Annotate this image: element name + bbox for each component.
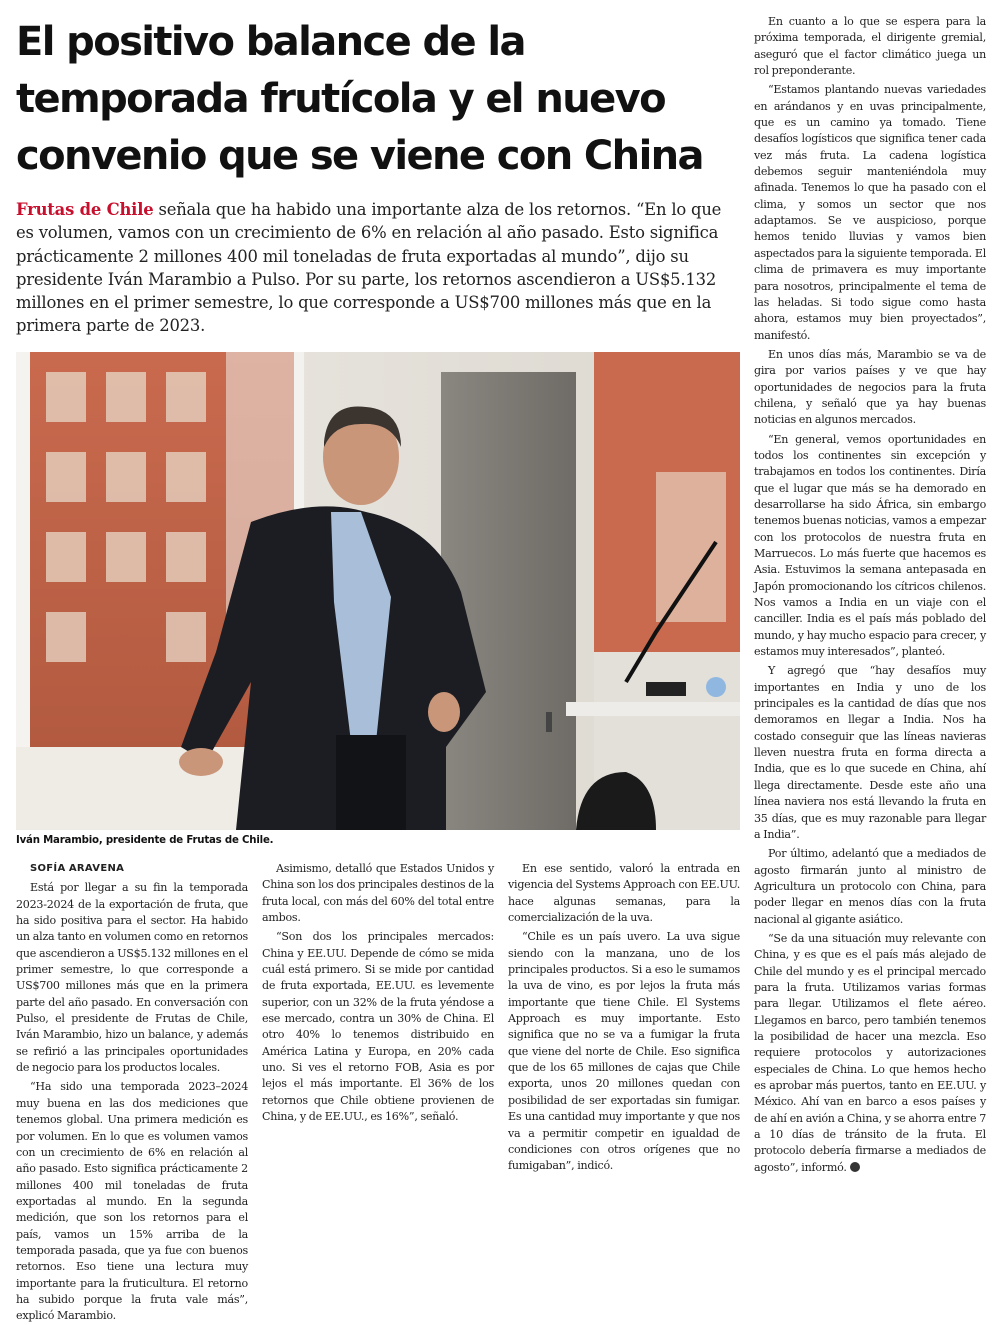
body-paragraph: “En general, vemos oportunidades en todos los continentes sin excepción y trabajamos en todos los continentes. Diría que el lugar que más se ha demorado en desarrollarse ha sido África, sin embargo tenemos buenas noticias, vamos a empezar con los protocolos de nuestra fruta en Marruecos. Lo más fuerte que hacemos es Asia. Estuvimos la semana antepasada en Japón promocionando los cítricos chilenos. Nos vamos a India en un viaje con el canciller. India es el país más poblado del mundo, y hay mucho espacio para crecer, y estamos muy interesados”, planteó. bbox=[754, 432, 986, 659]
body-paragraph: En unos días más, Marambio se va de gira por varios países y ve que hay oportunidades de negocios para la fruta chilena, y señaló que ya hay buenas noticias en algunos mercados. bbox=[754, 347, 986, 427]
body-paragraph: “Ha sido una temporada 2023–2024 muy buena en las dos mediciones que tenemos global. Una primera medición es por volumen. En lo que es volumen vamos con un crecimiento de 6% en relación al año pasado. Esto significa prácticamente 2 millones 400 mil toneladas de fruta exportadas al mundo. En la segunda medición, que son los retornos para el país, vamos un 15% arriba de la temporada pasada, que ya fue con buenos retornos. Eso tiene una lectura muy importante para la fruticultura. El retorno ha subido porque la fruta vale más”, explicó Marambio. bbox=[16, 1080, 248, 1323]
body-paragraph: Está por llegar a su fin la temporada 2023-2024 de la exportación de fruta, que ha sido positiva para el sector. Ha habido un alza tanto en volumen como en retornos que ascendieron a US$5.132 millones en el primer semestre, lo que corresponde a US$700 millones más que en la primera parte del año pasado. En conversación con Pulso, el presidente de Frutas de Chile, Iván Marambio, hizo un balance, y además se refirió a las principales oportunidades de negocio para los productos locales. bbox=[16, 881, 248, 1075]
lead-brand: Frutas de Chile bbox=[16, 200, 154, 219]
lead-paragraph bbox=[16, 198, 738, 338]
body-paragraph: “Chile es un país uvero. La uva sigue siendo con la manzana, uno de los principales productos. Si a eso le sumamos la uva de vino, es por lejos la fruta más importante que tiene Chile. El Systems Approach es muy importante. Esto significa que no se va a fumigar la fruta que viene del norte de Chile. Eso significa que de los 65 millones de cajas que Chile exporta, unos 20 millones quedan con posibilidad de ser exportadas sin fumigar. Es una cantidad muy importante y que nos va a permitir competir en igualdad de condiciones con otros orígenes que no fumigaban”, indicó. bbox=[508, 930, 740, 1173]
body-paragraph: Por último, adelantó que a mediados de agosto firmarán junto al ministro de Agricultura un protocolo con China, para poder llegar en menos días con la fruta nacional al gigante asiático. bbox=[754, 847, 986, 926]
body-column-4 bbox=[754, 14, 986, 1174]
body-paragraph: Y agregó que “hay desafíos muy importantes en India y uno de los principales es la cantidad de días que nos demoramos en llegar a India. Nos ha costado conseguir que las líneas navieras lleven nuestra fruta en forma directa a India, que es lo que sucede en China, ahí llega directamente. Desde este año una línea naviera nos está llevando la fruta en 35 días, que es muy razonable para llegar a India”. bbox=[754, 664, 986, 841]
byline: SOFÍA ARAVENA bbox=[30, 863, 125, 874]
end-mark-icon bbox=[850, 1162, 860, 1172]
body-paragraph: En cuanto a lo que se espera para la próxima temporada, el dirigente gremial, aseguró que el factor climático juega un rol preponderante. bbox=[754, 15, 986, 78]
body-paragraph: “Son dos los principales mercados: China y EE.UU. Depende de cómo se mida cuál está primero. Si se mide por cantidad de fruta exportada, EE.UU. es levemente superior, con un 32% de la fruta yéndose a ese mercado, contra un 30% de China. El otro 40% lo tenemos distribuido en América Latina y Europa, en 20% cada uno. Si ves el retorno FOB, Asia es por lejos el más importante. El 36% de los retornos que Chile obtiene provienen de China, y de EE.UU., es 16%”, señaló. bbox=[262, 930, 494, 1124]
body-paragraph-last bbox=[754, 931, 986, 1176]
headline: El positivo balance de la temporada frutícola y el nuevo convenio que se viene con China bbox=[16, 19, 703, 179]
body-column-2 bbox=[262, 861, 494, 1161]
body-paragraph: “Estamos plantando nuevas variedades en arándanos y en uvas principalmente, que es un camino ya tomado. Tiene desafíos logísticos que significa tener cada vez más fruta. La cadena logística debemos seguir manteniéndola muy afinada. Tenemos lo que ha pasado con el clima, y somos un sector que nos adaptamos. Se ve auspicioso, porque hemos tenido lluvias y vamos bien aspectados para la siguiente temporada. El clima de primavera es muy importante para nosotros, principalmente el tema de las heladas. Si todo sigue como hasta ahora, estamos muy bien proyectados”, manifestó. bbox=[754, 83, 986, 342]
photo-caption: Iván Marambio, presidente de Frutas de Chile. bbox=[16, 835, 274, 846]
body-paragraph: En ese sentido, valoró la entrada en vigencia del Systems Approach con EE.UU. hace algunas semanas, para la comercialización de la uva. bbox=[508, 862, 740, 925]
portrait-photo bbox=[16, 352, 740, 830]
body-column-1 bbox=[16, 861, 248, 1323]
body-paragraph: Asimismo, detalló que Estados Unidos y China son los dos principales destinos de la fruta local, con más del 60% del total entre ambos. bbox=[262, 862, 494, 925]
body-column-3 bbox=[508, 861, 740, 1173]
lead-text: señala que ha habido una importante alza de los retornos. “En lo que es volumen, vamos con un crecimiento de 6% en relación al año pasado. Esto significa prácticamente 2 millones 400 mil toneladas de fruta exportadas al mundo”, dijo su presidente Iván Marambio a Pulso. Por su parte, los retornos ascendieron a US$5.132 millones en el primer semestre, lo que corresponde a US$700 millones más que en la primera parte de 2023. bbox=[16, 200, 722, 336]
body-paragraph-text: “Se da una situación muy relevante con China, y es que es el país más alejado de Chile del mundo y es el principal mercado para la fruta. Utilizamos varias formas para llegar. Utilizamos el flete aéreo. Llegamos en barco, pero también tenemos la posibilidad de hacer una mezcla. Eso requiere protocolos y autorizaciones especiales de China. Lo que hemos hecho es aprobar más puertos, tanto en EE.UU. y México. Ahí van en barco a esos países y de ahí en avión a China, y se ahorra entre 7 a 10 días de tránsito de la fruta. El protocolo debería firmarse a mediados de agosto”, informó. bbox=[754, 931, 986, 1174]
